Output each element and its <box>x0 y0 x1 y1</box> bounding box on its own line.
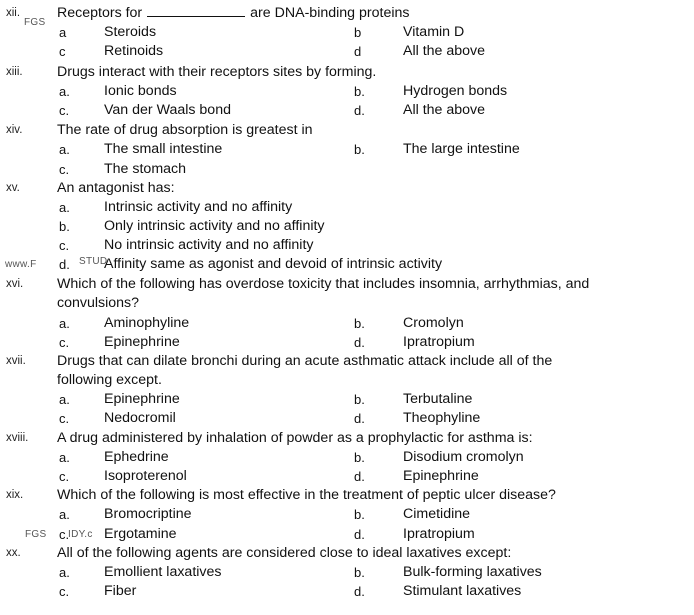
option-letter: a. <box>59 392 70 407</box>
option-text: Isoproterenol <box>104 468 187 484</box>
question-xv <box>0 179 694 198</box>
question-number: xii. <box>6 7 21 19</box>
option-letter: a. <box>59 142 70 157</box>
options-row <box>0 217 694 236</box>
option-letter: d. <box>354 335 365 350</box>
question-stem: following except. <box>57 372 162 388</box>
option-letter: c. <box>59 162 70 177</box>
question-xix <box>0 486 694 505</box>
options-row <box>0 448 694 467</box>
option-letter: b <box>354 25 362 40</box>
question-number: xv. <box>6 182 20 194</box>
option-letter: a. <box>59 507 70 522</box>
option-text: All the above <box>403 43 486 59</box>
watermark-bottom-2: IDY.c <box>68 529 93 540</box>
option-text: Bulk-forming laxatives <box>403 564 542 580</box>
option-text: Cromolyn <box>403 315 464 331</box>
option-letter: d. <box>354 103 365 118</box>
options-row <box>0 467 694 486</box>
question-stem: Which of the following has overdose toxicity that includes insomnia, arrhythmias, and <box>57 276 590 292</box>
option-letter: a. <box>59 84 70 99</box>
option-letter: b. <box>354 84 365 99</box>
option-letter: c. <box>59 527 70 542</box>
option-letter: d. <box>59 257 70 272</box>
option-text: Affinity same as agonist and devoid of intrinsic activity <box>104 256 443 272</box>
option-text: Van der Waals bond <box>104 102 231 118</box>
watermark-bottom: FGS <box>25 529 47 540</box>
option-text: Bromocriptine <box>104 506 192 522</box>
option-letter: c <box>59 44 66 59</box>
question-stem: A drug administered by inhalation of powder as a prophylactic for asthma is: <box>57 430 533 446</box>
option-text: Epinephrine <box>104 391 180 407</box>
option-letter: c. <box>59 469 70 484</box>
options-row <box>0 101 694 120</box>
option-text: The stomach <box>104 161 187 177</box>
option-letter: d. <box>354 469 365 484</box>
option-letter: b. <box>354 392 365 407</box>
option-letter: d. <box>354 411 365 426</box>
option-text: Ephedrine <box>104 449 169 465</box>
option-text: Cimetidine <box>403 506 471 522</box>
option-text: All the above <box>403 102 486 118</box>
question-xii <box>0 4 694 23</box>
option-text: Vitamin D <box>403 24 465 40</box>
options-row <box>0 333 694 352</box>
option-letter: a <box>59 25 67 40</box>
options-row <box>0 505 694 524</box>
option-text: Ipratropium <box>403 526 475 542</box>
option-text: Steroids <box>104 24 157 40</box>
option-text: Theophyline <box>403 410 481 426</box>
option-text: The large intestine <box>403 141 520 157</box>
watermark-mid-2: STUD <box>79 256 108 267</box>
option-letter: b. <box>354 316 365 331</box>
fill-in-blank <box>147 5 245 17</box>
question-stem: Receptors for are DNA-binding proteins <box>57 5 410 21</box>
option-letter: c. <box>59 238 70 253</box>
question-xviii <box>0 429 694 448</box>
question-stem: Which of the following is most effective in the treatment of peptic ulcer disease? <box>57 487 556 503</box>
option-text: Ergotamine <box>104 526 177 542</box>
option-letter: c. <box>59 411 70 426</box>
watermark-top: FGS <box>24 17 46 28</box>
options-row <box>0 140 694 159</box>
options-row <box>0 314 694 333</box>
option-letter: b. <box>354 142 365 157</box>
option-text: Hydrogen bonds <box>403 83 508 99</box>
question-number: xix. <box>6 489 24 501</box>
option-letter: d <box>354 44 362 59</box>
option-letter: d. <box>354 584 365 599</box>
options-row <box>0 160 694 179</box>
question-number: xvi. <box>6 278 24 290</box>
option-text: Fiber <box>104 583 137 599</box>
options-row <box>0 236 694 255</box>
option-letter: b. <box>59 219 70 234</box>
option-letter: a. <box>59 316 70 331</box>
option-text: Stimulant laxatives <box>403 583 522 599</box>
option-text: Disodium cromolyn <box>403 449 524 465</box>
question-stem: The rate of drug absorption is greatest in <box>57 122 313 138</box>
question-stem: Drugs interact with their receptors sites by forming. <box>57 64 377 80</box>
question-stem: convulsions? <box>57 295 140 311</box>
option-letter: a. <box>59 450 70 465</box>
question-stem: All of the following agents are considered close to ideal laxatives except: <box>57 545 512 561</box>
option-letter: a. <box>59 565 70 580</box>
question-xiii <box>0 63 694 82</box>
option-letter: b. <box>354 450 365 465</box>
question-xvi <box>0 275 694 294</box>
options-row <box>0 82 694 101</box>
option-letter: c. <box>59 335 70 350</box>
options-row <box>0 198 694 217</box>
option-text: No intrinsic activity and no affinity <box>104 237 314 253</box>
option-letter: a. <box>59 200 70 215</box>
question-stem: Drugs that can dilate bronchi during an acute asthmatic attack include all of the <box>57 353 553 369</box>
option-text: Ipratropium <box>403 334 475 350</box>
options-row <box>0 525 694 544</box>
question-number: xiii. <box>6 66 23 78</box>
watermark-mid: www.F <box>5 259 37 270</box>
option-letter: c. <box>59 584 70 599</box>
question-number: xvii. <box>6 355 26 367</box>
question-stem-continued <box>0 371 694 390</box>
option-text: Emollient laxatives <box>104 564 222 580</box>
options-row <box>0 23 694 42</box>
option-letter: d. <box>354 527 365 542</box>
options-row <box>0 563 694 582</box>
option-text: Nedocromil <box>104 410 176 426</box>
question-number: xviii. <box>6 432 29 444</box>
question-xx <box>0 544 694 563</box>
option-text: Ionic bonds <box>104 83 177 99</box>
question-xvii <box>0 352 694 371</box>
options-row <box>0 409 694 428</box>
options-row <box>0 255 694 274</box>
question-stem: An antagonist has: <box>57 180 175 196</box>
option-letter: b. <box>354 565 365 580</box>
option-letter: b. <box>354 507 365 522</box>
option-text: Only intrinsic activity and no affinity <box>104 218 325 234</box>
question-xiv <box>0 121 694 140</box>
option-text: The small intestine <box>104 141 223 157</box>
option-letter: c. <box>59 103 70 118</box>
option-text: Retinoids <box>104 43 164 59</box>
options-row <box>0 582 694 601</box>
question-number: xx. <box>6 547 21 559</box>
question-number: xiv. <box>6 124 23 136</box>
option-text: Intrinsic activity and no affinity <box>104 199 293 215</box>
options-row <box>0 390 694 409</box>
options-row <box>0 42 694 61</box>
question-stem-continued <box>0 294 694 313</box>
option-text: Aminophyline <box>104 315 190 331</box>
option-text: Epinephrine <box>403 468 479 484</box>
option-text: Epinephrine <box>104 334 180 350</box>
option-text: Terbutaline <box>403 391 473 407</box>
